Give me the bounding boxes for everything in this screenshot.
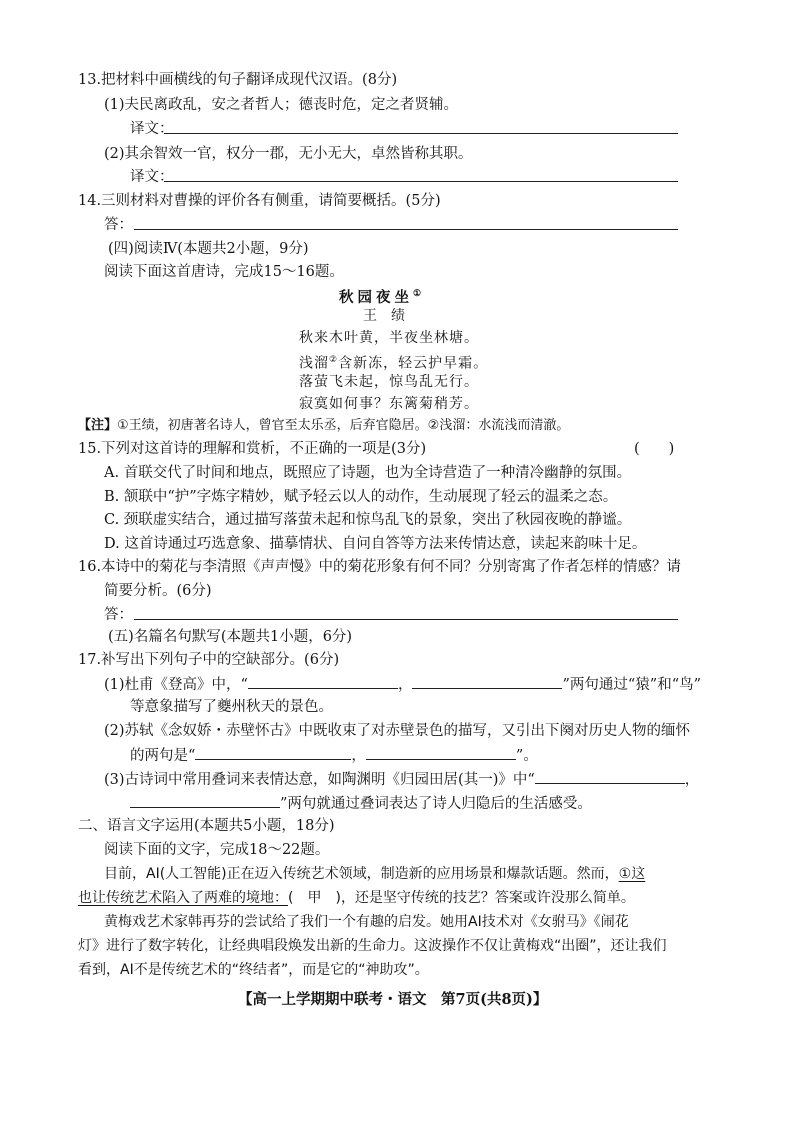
q17-blank-5[interactable] (535, 769, 685, 784)
note-label: 【注】 (78, 418, 118, 433)
poem-line-3: 落萤飞未起，惊鸟乱无行。 (299, 374, 479, 390)
q17-item1-line1: (1)杜甫《登高》中，“ ， ”两句通过“猿”和“鸟” (104, 674, 701, 695)
q17-blank-6[interactable] (130, 793, 280, 808)
q16-answer-line[interactable] (134, 619, 678, 620)
q17-item3-line2: ”两句就通过叠词表达了诗人归隐后的生活感受。 (130, 793, 592, 814)
q13-answer-line-1[interactable] (164, 133, 678, 134)
q13-translate-label-2: 译文： (130, 169, 174, 185)
q15-option-b[interactable]: B. 颔联中“护”字炼字精妙，赋予轻云以人的动作，生动展现了轻云的温柔之态。 (104, 489, 618, 505)
q14-stem: 14.三则材料对曹操的评价各有侧重，请简要概括。(5分) (78, 193, 441, 209)
q16-stem-2: 简要分析。(6分) (104, 583, 212, 599)
poem-author: 王 绩 (363, 308, 405, 324)
passage-line-5: 看到，AI不是传统艺术的“终结者”，而是它的“神助攻”。 (78, 962, 429, 978)
q17-item1-line2: 等意象描写了夔州秋天的景色。 (130, 699, 333, 715)
note-text: ①王绩，初唐著名诗人，曾官至太乐丞，后弃官隐居。②浅溜：水流浅而清澈。 (117, 418, 570, 433)
q14-answer-label: 答： (104, 217, 133, 233)
q17-blank-4[interactable] (366, 745, 516, 760)
q15-option-a[interactable]: A. 首联交代了时间和地点，既照应了诗题，也为全诗营造了一种清冷幽静的氛围。 (104, 465, 632, 481)
passage-line-4: 灯》进行了数字转化，让经典唱段焕发出新的生命力。这波操作不仅让黄梅戏“出圈”，还让我们 (78, 938, 667, 954)
q13-stem: 13.把材料中画横线的句子翻译成现代汉语。(8分) (78, 72, 398, 88)
poem-line-4: 寂寞如何事？东篱菊稍芳。 (299, 396, 479, 412)
blank-jia[interactable]: ( 甲 ) (288, 890, 341, 906)
q17-blank-2[interactable] (412, 674, 562, 689)
q17-blank-1[interactable] (248, 674, 398, 689)
q15-option-c[interactable]: C. 颈联虚实结合，通过描写落萤未起和惊鸟乱飞的景象，突出了秋园夜晚的静谧。 (104, 512, 632, 528)
q13-item1: (1)夫民离政乱，安之者哲人；德丧时危，定之者贤辅。 (104, 97, 459, 113)
section5-heading: (五)名篇名句默写(本题共1小题，6分) (108, 629, 353, 645)
q16-answer-label: 答： (104, 607, 133, 623)
passage-line-3: 黄梅戏艺术家韩再芬的尝试给了我们一个有趣的启发。她用AI技术对《女驸马》《闹花 (104, 914, 629, 930)
q17-item3-line1: (3)古诗词中常用叠词来表情达意，如陶渊明《归园田居(其一)》中“ ， (104, 769, 699, 790)
q13-translate-label-1: 译文： (130, 121, 174, 137)
page-footer: 【高一上学期期中联考・语文 第7页(共8页)】 (238, 991, 548, 1008)
section4-intro: 阅读下面这首唐诗，完成15～16题。 (104, 264, 344, 280)
q15-option-d[interactable]: D. 这首诗通过巧选意象、描摹情状、自问自答等方法来传情达意，读起来韵味十足。 (104, 536, 647, 552)
part2-intro: 阅读下面的文字，完成18～22题。 (104, 842, 330, 858)
poem-line2-note: ② (329, 355, 339, 365)
q13-answer-line-2[interactable] (164, 181, 678, 182)
poem-title: 秋园夜坐① (339, 288, 426, 306)
q17-item2-line1: (2)苏轼《念奴娇・赤壁怀古》中既收束了对赤壁景色的描写，又引出下阕对历史人物的缅怀 (104, 723, 691, 739)
poem-line-2: 浅溜②含新冻，轻云护早霜。 (299, 355, 489, 372)
passage-line-2: 也让传统艺术陷入了两难的境地：( 甲 )，还是坚守传统的技艺？答案或许没那么简单。 (78, 890, 635, 906)
part2-heading: 二、语言文字运用(本题共5小题，18分) (78, 818, 335, 834)
passage-line-1: 目前，AI(人工智能)正在迈入传统艺术领域，制造新的应用场景和爆款话题。然而，①这 (104, 866, 646, 882)
poem-line-1: 秋来木叶黄，半夜坐林塘。 (299, 330, 479, 346)
q17-stem: 17.补写出下列句子中的空缺部分。(6分) (78, 652, 340, 668)
underlined-sentence-1-end: 也让传统艺术陷入了两难的境地： (78, 890, 288, 906)
q17-blank-3[interactable] (195, 745, 351, 760)
q14-answer-line[interactable] (134, 229, 678, 230)
underlined-sentence-1-start: ①这 (618, 866, 646, 882)
q15-answer-paren[interactable]: ( ) (634, 441, 675, 457)
section4-heading: (四)阅读Ⅳ(本题共2小题，9分) (108, 241, 309, 257)
q17-item2-line2: 的两句是“ ， ”。 (130, 745, 538, 766)
q15-stem: 15.下列对这首诗的理解和赏析，不正确的一项是(3分) (78, 441, 427, 457)
poem-note (78, 416, 569, 436)
poem-title-note: ① (413, 289, 426, 299)
q13-item2: (2)其余智效一官，权分一郡，无小无大，卓然皆称其职。 (104, 146, 473, 162)
q16-stem-1: 16.本诗中的菊花与李清照《声声慢》中的菊花形象有何不同？分别寄寓了作者怎样的情感？请 (78, 559, 682, 575)
